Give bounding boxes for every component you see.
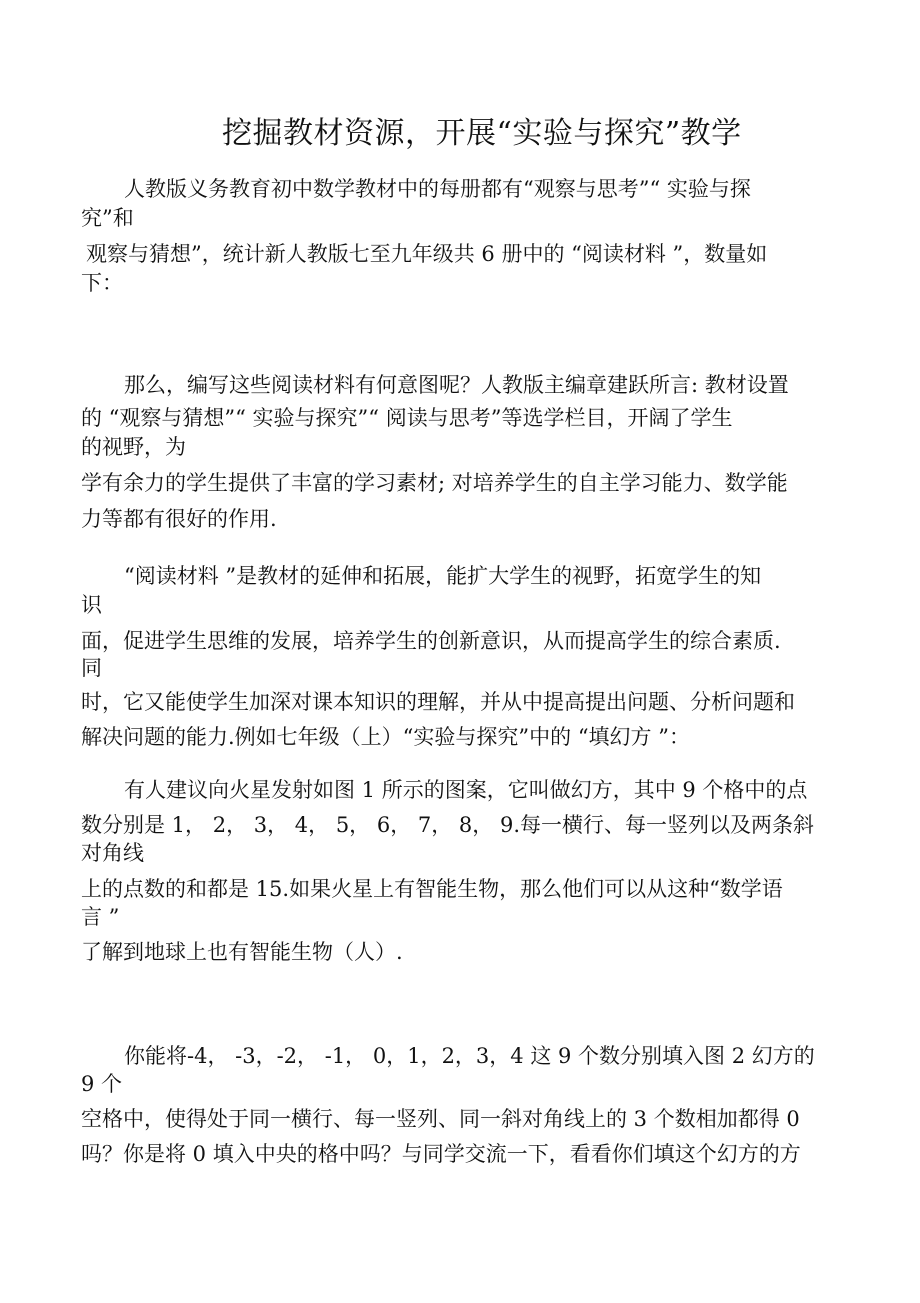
text-line: 言 ”	[81, 905, 120, 929]
text-line: 同	[81, 656, 102, 680]
text-line: 识	[81, 593, 102, 617]
text-line: 观察与猜想”，统计新人教版七至九年级共 6 册中的 “阅读材料 ”，数量如	[86, 242, 768, 266]
text-line: 人教版义务教育初中数学教材中的每册都有“观察与思考”“ 实验与探	[124, 177, 751, 201]
text-line: 你能将-4， -3，-2， -1， 0，1，2，3，4 这 9 个数分别填入图 2 幻方的	[124, 1044, 815, 1068]
text-line: 力等都有很好的作用.	[81, 507, 277, 531]
text-line: 对角线	[81, 841, 144, 865]
text-line: 有人建议向火星发射如图 1 所示的图案，它叫做幻方，其中 9 个格中的点	[124, 778, 808, 802]
text-line: 面，促进学生思维的发展，培养学生的创新意识，从而提高学生的综合素质.	[81, 629, 781, 653]
text-line: 学有余力的学生提供了丰富的学习素材; 对培养学生的自主学习能力、数学能	[81, 471, 788, 495]
text-line: 时，它又能使学生加深对课本知识的理解，并从中提高提出问题、分析问题和	[81, 690, 795, 714]
text-line: “阅读材料 ”是教材的延伸和拓展，能扩大学生的视野，拓宽学生的知	[124, 564, 762, 588]
text-line: 数分别是 1， 2， 3， 4， 5， 6， 7， 8， 9.每一横行、每一竖列以及两条斜	[81, 813, 814, 837]
text-line: 了解到地球上也有智能生物（人）.	[81, 940, 403, 964]
text-line: 的视野，为	[81, 435, 186, 459]
text-line: 的 “观察与猜想”“ 实验与探究”“ 阅读与思考”等选学栏目，开阔了学生	[81, 406, 733, 430]
text-line: 空格中，使得处于同一横行、每一竖列、同一斜对角线上的 3 个数相加都得 0	[81, 1107, 800, 1131]
text-line: 上的点数的和都是 15.如果火星上有智能生物，那么他们可以从这种“数学语	[81, 877, 783, 901]
document-title: 挖掘教材资源，开展“实验与探究”教学	[222, 116, 742, 151]
text-line: 究”和	[81, 206, 134, 230]
text-line: 解决问题的能力.例如七年级（上）“实验与探究”中的 “填幻方 ”：	[81, 725, 690, 749]
text-line: 下：	[81, 271, 123, 295]
text-line: 9 个	[81, 1072, 123, 1096]
text-line: 吗？你是将 0 填入中央的格中吗？与同学交流一下，看看你们填这个幻方的方	[81, 1142, 801, 1166]
text-line: 那么，编写这些阅读材料有何意图呢？人教版主编章建跃所言: 教材设置	[124, 373, 789, 397]
